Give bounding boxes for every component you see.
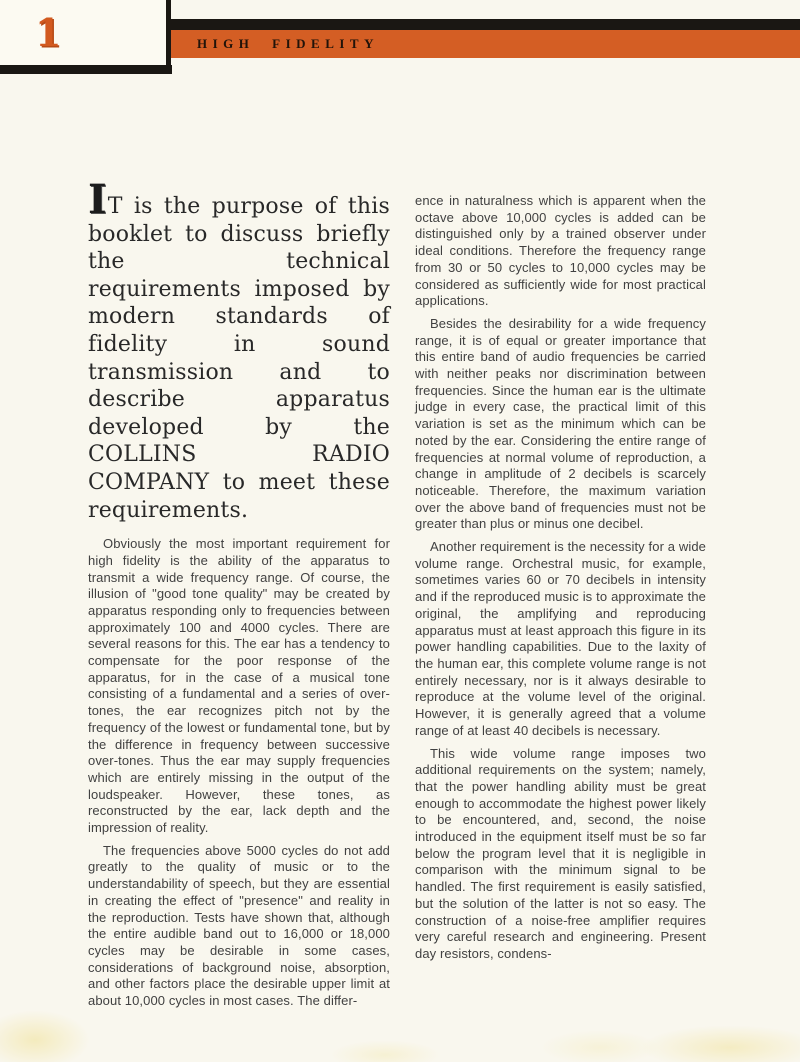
- right-column: [415, 193, 706, 969]
- paper-stain: [540, 1030, 660, 1062]
- corner-black-rule: [0, 65, 172, 74]
- paper-stain: [640, 1025, 800, 1062]
- header-orange-banner: [171, 30, 800, 58]
- left-column: [88, 176, 390, 1016]
- intro-text: T is the purpose of this booklet to discuss briefly the technical requirements imposed by modern standards of fidelity in sound transmission and to describe apparatus developed by the COLLINS RADIO COMPANY to meet these requirements.: [88, 194, 390, 523]
- body-paragraph: ence in naturalness which is apparent when the octave above 10,000 cycles is added can be distinguished only by a trained observer under ideal conditions. Therefore the frequency range from 30 or 50 cycles to 10,000 cycles may be considered as sufficiently wide for most practical applications.: [415, 193, 706, 309]
- body-paragraph: Another requirement is the necessity for a wide volume range. Orchestral music, for example, sometimes varies 60 or 70 decibels in intensity and if the reproduced music is to approximate the original, the amplifying and reproducing apparatus must at least approach this figure in its power handling capabilities. Due to the laxity of the human ear, this complete volume range is not entirely necessary, nor is it always desirable to reproduce at the volume level of the original. However, it is generally agreed that a volume range of at least 40 decibels is necessary.: [415, 539, 706, 738]
- body-paragraph: Besides the desirability for a wide frequency range, it is of equal or greater importance that this entire band of audio frequencies be carried with neither peaks nor discrimination between frequencies. Since the human ear is the ultimate judge in every case, the practical limit of this variation is set as the minimum which can be noted by the ear. Considering the entire range of frequencies at normal volume of reproduction, a change in amplitude of 2 decibels is scarcely noticeable. Therefore, the maximum variation over the above band of frequencies must not be greater than plus or minus one decibel.: [415, 315, 706, 532]
- body-paragraph: Obviously the most important requirement for high fidelity is the ability of the apparatus to transmit a wide frequency range. Of course, the illusion of "good tone quality" may be created by apparatus responding only to frequencies between approximately 100 and 4000 cycles. There are several reasons for this. The ear has a tendency to compensate for the poor response of the apparatus, for in the case of a musical tone consisting of a fundamental and a series of over-tones, the ear recognizes pitch not by the frequency of the lowest or fundamental tone, but by the difference in frequency between successive over-tones. Thus the ear may supply frequencies which are entirely missing in the output of the loudspeaker. However, these tones, as reconstructed by the ear, lack depth and the impression of reality.: [88, 536, 390, 836]
- page-number: 1: [35, 10, 62, 55]
- paper-stain: [330, 1040, 440, 1062]
- body-paragraph: This wide volume range imposes two additional requirements on the system; namely, that the power handling ability must be great enough to accommodate the highest power likely to be encountered, and, second, the noise introduced in the equipment itself must be so far below the program level that it is negligible in comparison with the minimum signal to be handled. The first requirement is easily satisfied, but the solution of the latter is not so easy. The construction of a noise-free amplifier requires very careful research and engineering. Present day resistors, condens-: [415, 745, 706, 961]
- paper-stain: [0, 1010, 90, 1062]
- page-number-box: [0, 0, 171, 65]
- intro-paragraph: [88, 176, 390, 524]
- body-paragraph: The frequencies above 5000 cycles do not add greatly to the quality of music or to the understandability of speech, but they are essential in creating the effect of "presence" and reality in the reproduction. Tests have shown that, although the entire audible band out to 16,000 or 18,000 cycles may be desirable in some cases, considerations of background noise, absorption, and other factors place the desirable upper limit at about 10,000 cycles in most cases. The differ-: [88, 842, 390, 1009]
- lead-initial: I: [88, 176, 108, 223]
- page-title: HIGH FIDELITY: [197, 36, 379, 51]
- header-black-bar: [171, 19, 800, 30]
